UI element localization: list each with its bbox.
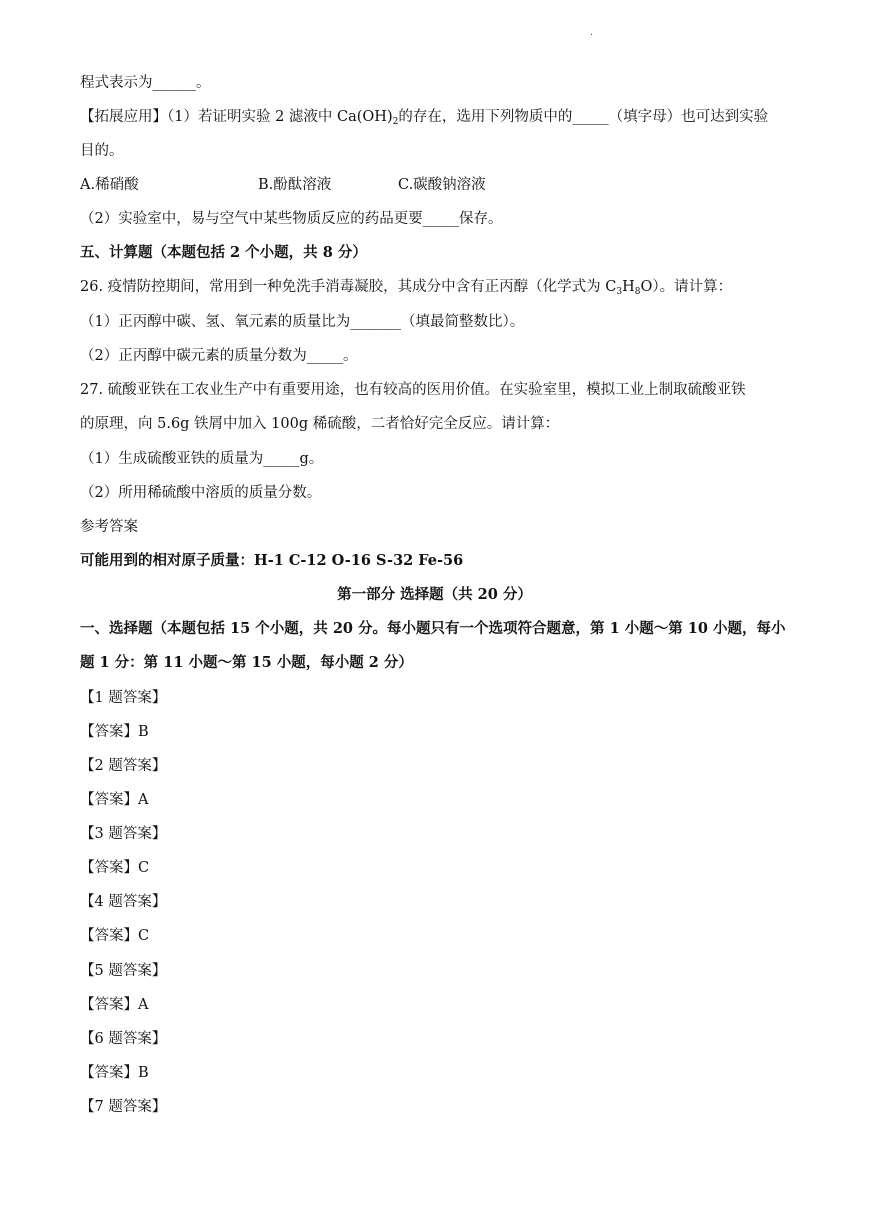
- answer-value: 【答案】A: [80, 792, 149, 808]
- option-a: A.稀硝酸: [80, 177, 139, 193]
- part-heading: 第一部分 选择题（共 20 分）: [337, 586, 532, 603]
- text-span: 26. 疫情防控期间，常用到一种免洗手消毒凝胶，其成分中含有正丙醇（化学式为 C: [80, 279, 617, 295]
- text-line: [80, 107, 768, 132]
- text-line: （1）正丙醇中碳、氢、氧元素的质量比为_______（填最简整数比）。: [80, 314, 525, 330]
- text-span: 【拓展应用】（1）若证明实验 2 滤液中 Ca(OH): [80, 109, 393, 125]
- text-span: 的存在，选用下列物质中的_____（填字母）也可达到实验: [398, 109, 769, 125]
- header-mark: ·: [590, 30, 594, 41]
- section-heading: 一、选择题（本题包括 15 个小题，共 20 分。每小题只有一个选项符合题意，第 1 小题～第 10 小题，每小: [80, 620, 786, 637]
- section-heading: 五、计算题（本题包括 2 个小题，共 8 分）: [80, 244, 367, 261]
- question-27: 27. 硫酸亚铁在工农业生产中有重要用途，也有较高的医用价值。在实验室里，模拟工业上制取硫酸亚铁: [80, 382, 746, 398]
- answer-value: 【答案】B: [80, 724, 149, 740]
- subscript: 8: [634, 287, 641, 297]
- text-span: O）。请计算：: [640, 279, 733, 295]
- answer-label: 【6 题答案】: [80, 1031, 167, 1047]
- answer-label: 【7 题答案】: [80, 1099, 167, 1115]
- text-line: （2）所用稀硫酸中溶质的质量分数。: [80, 485, 322, 501]
- text-line: 的原理，向 5.6g 铁屑中加入 100g 稀硫酸，二者恰好完全反应。请计算：: [80, 416, 560, 432]
- answer-value: 【答案】C: [80, 928, 150, 944]
- question-26: [80, 277, 732, 302]
- section-heading: 题 1 分：第 11 小题～第 15 小题，每小题 2 分）: [80, 654, 413, 671]
- text-line: （1）生成硫酸亚铁的质量为_____g。: [80, 451, 324, 467]
- answer-label: 【4 题答案】: [80, 894, 167, 910]
- answer-label: 【1 题答案】: [80, 690, 167, 706]
- text-line: 程式表示为______。: [80, 75, 211, 91]
- text-span: H: [622, 279, 635, 295]
- option-c: C.碳酸钠溶液: [398, 177, 486, 193]
- answer-value: 【答案】C: [80, 860, 150, 876]
- answer-title: 参考答案: [80, 519, 138, 535]
- text-line: （2）实验室中，易与空气中某些物质反应的药品更要_____保存。: [80, 211, 503, 227]
- answer-value: 【答案】B: [80, 1065, 149, 1081]
- text-line: （2）正丙醇中碳元素的质量分数为_____。: [80, 348, 358, 364]
- option-b: B.酚酞溶液: [258, 177, 332, 193]
- answer-value: 【答案】A: [80, 997, 149, 1013]
- subscript: 2: [392, 117, 399, 127]
- answer-label: 【5 题答案】: [80, 963, 167, 979]
- subscript: 3: [616, 287, 623, 297]
- atomic-mass-line: 可能用到的相对原子质量：H-1 C-12 O-16 S-32 Fe-56: [80, 552, 464, 569]
- text-line: 目的。: [80, 143, 124, 159]
- answer-label: 【3 题答案】: [80, 826, 167, 842]
- answer-label: 【2 题答案】: [80, 758, 167, 774]
- options-line: [80, 175, 486, 195]
